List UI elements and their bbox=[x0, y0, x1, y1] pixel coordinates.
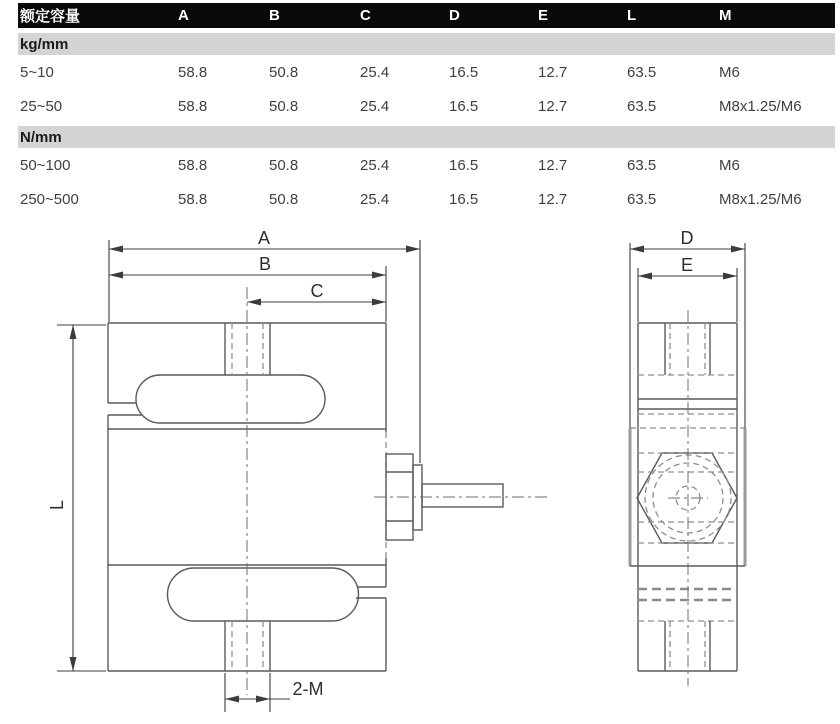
dimension-spec-table bbox=[18, 3, 835, 216]
upper-cutout bbox=[108, 375, 325, 423]
cable-gland bbox=[374, 454, 550, 540]
table-row bbox=[18, 148, 835, 182]
cell-l: 63.5 bbox=[627, 63, 657, 81]
table-row bbox=[18, 182, 835, 216]
column-header-e: E bbox=[538, 7, 549, 24]
cell-b: 50.8 bbox=[269, 190, 299, 208]
cell-capacity: 5~10 bbox=[20, 63, 54, 81]
dimension-l bbox=[47, 325, 106, 671]
cable bbox=[422, 484, 503, 507]
cell-e: 12.7 bbox=[538, 156, 568, 174]
cell-e: 12.7 bbox=[538, 97, 568, 115]
hex-nut-face bbox=[637, 453, 737, 543]
cell-d: 16.5 bbox=[449, 156, 479, 174]
section-label: kg/mm bbox=[20, 35, 69, 53]
cell-c: 25.4 bbox=[360, 156, 390, 174]
cell-c: 25.4 bbox=[360, 190, 390, 208]
cell-m: M8x1.25/M6 bbox=[719, 190, 802, 208]
cell-e: 12.7 bbox=[538, 190, 568, 208]
dim-label-c: C bbox=[310, 281, 324, 301]
cell-capacity: 25~50 bbox=[20, 97, 63, 115]
cell-b: 50.8 bbox=[269, 63, 299, 81]
column-header-a: A bbox=[178, 7, 189, 24]
cell-l: 63.5 bbox=[627, 97, 657, 115]
cell-b: 50.8 bbox=[269, 156, 299, 174]
cell-c: 25.4 bbox=[360, 97, 390, 115]
cell-l: 63.5 bbox=[627, 190, 657, 208]
load-cell-drawing bbox=[0, 220, 840, 719]
column-header-l: L bbox=[627, 7, 637, 24]
dim-label-l: L bbox=[47, 499, 67, 511]
dimension-2m bbox=[225, 673, 324, 712]
cell-d: 16.5 bbox=[449, 190, 479, 208]
cell-capacity: 250~500 bbox=[20, 190, 79, 208]
dim-label-a: A bbox=[257, 228, 271, 248]
dim-label-d: D bbox=[680, 228, 694, 248]
cell-m: M6 bbox=[719, 156, 740, 174]
cell-m: M8x1.25/M6 bbox=[719, 97, 802, 115]
cell-a: 58.8 bbox=[178, 63, 208, 81]
table-row bbox=[18, 55, 835, 89]
section-label: N/mm bbox=[20, 128, 62, 146]
cell-c: 25.4 bbox=[360, 63, 390, 81]
cell-capacity: 50~100 bbox=[20, 156, 71, 174]
cell-l: 63.5 bbox=[627, 156, 657, 174]
cell-m: M6 bbox=[719, 63, 740, 81]
table-row bbox=[18, 89, 835, 123]
dim-label-2m: 2-M bbox=[292, 679, 324, 699]
dim-label-e: E bbox=[680, 255, 694, 275]
cell-a: 58.8 bbox=[178, 190, 208, 208]
cell-d: 16.5 bbox=[449, 63, 479, 81]
cell-e: 12.7 bbox=[538, 63, 568, 81]
column-header-capacity: 额定容量 bbox=[20, 8, 81, 25]
section-row-kg bbox=[18, 33, 835, 55]
cell-d: 16.5 bbox=[449, 97, 479, 115]
dim-label-b: B bbox=[258, 254, 272, 274]
side-view bbox=[630, 228, 745, 686]
front-view bbox=[47, 228, 550, 712]
lower-cutout bbox=[168, 568, 387, 621]
cell-a: 58.8 bbox=[178, 156, 208, 174]
column-header-c: C bbox=[360, 7, 371, 24]
dimension-c bbox=[247, 281, 386, 302]
column-header-b: B bbox=[269, 7, 280, 24]
technical-drawing bbox=[0, 220, 840, 719]
section-row-n bbox=[18, 126, 835, 148]
column-header-m: M bbox=[719, 7, 732, 24]
cell-b: 50.8 bbox=[269, 97, 299, 115]
table-header-row bbox=[18, 3, 835, 28]
cell-a: 58.8 bbox=[178, 97, 208, 115]
column-header-d: D bbox=[449, 7, 460, 24]
